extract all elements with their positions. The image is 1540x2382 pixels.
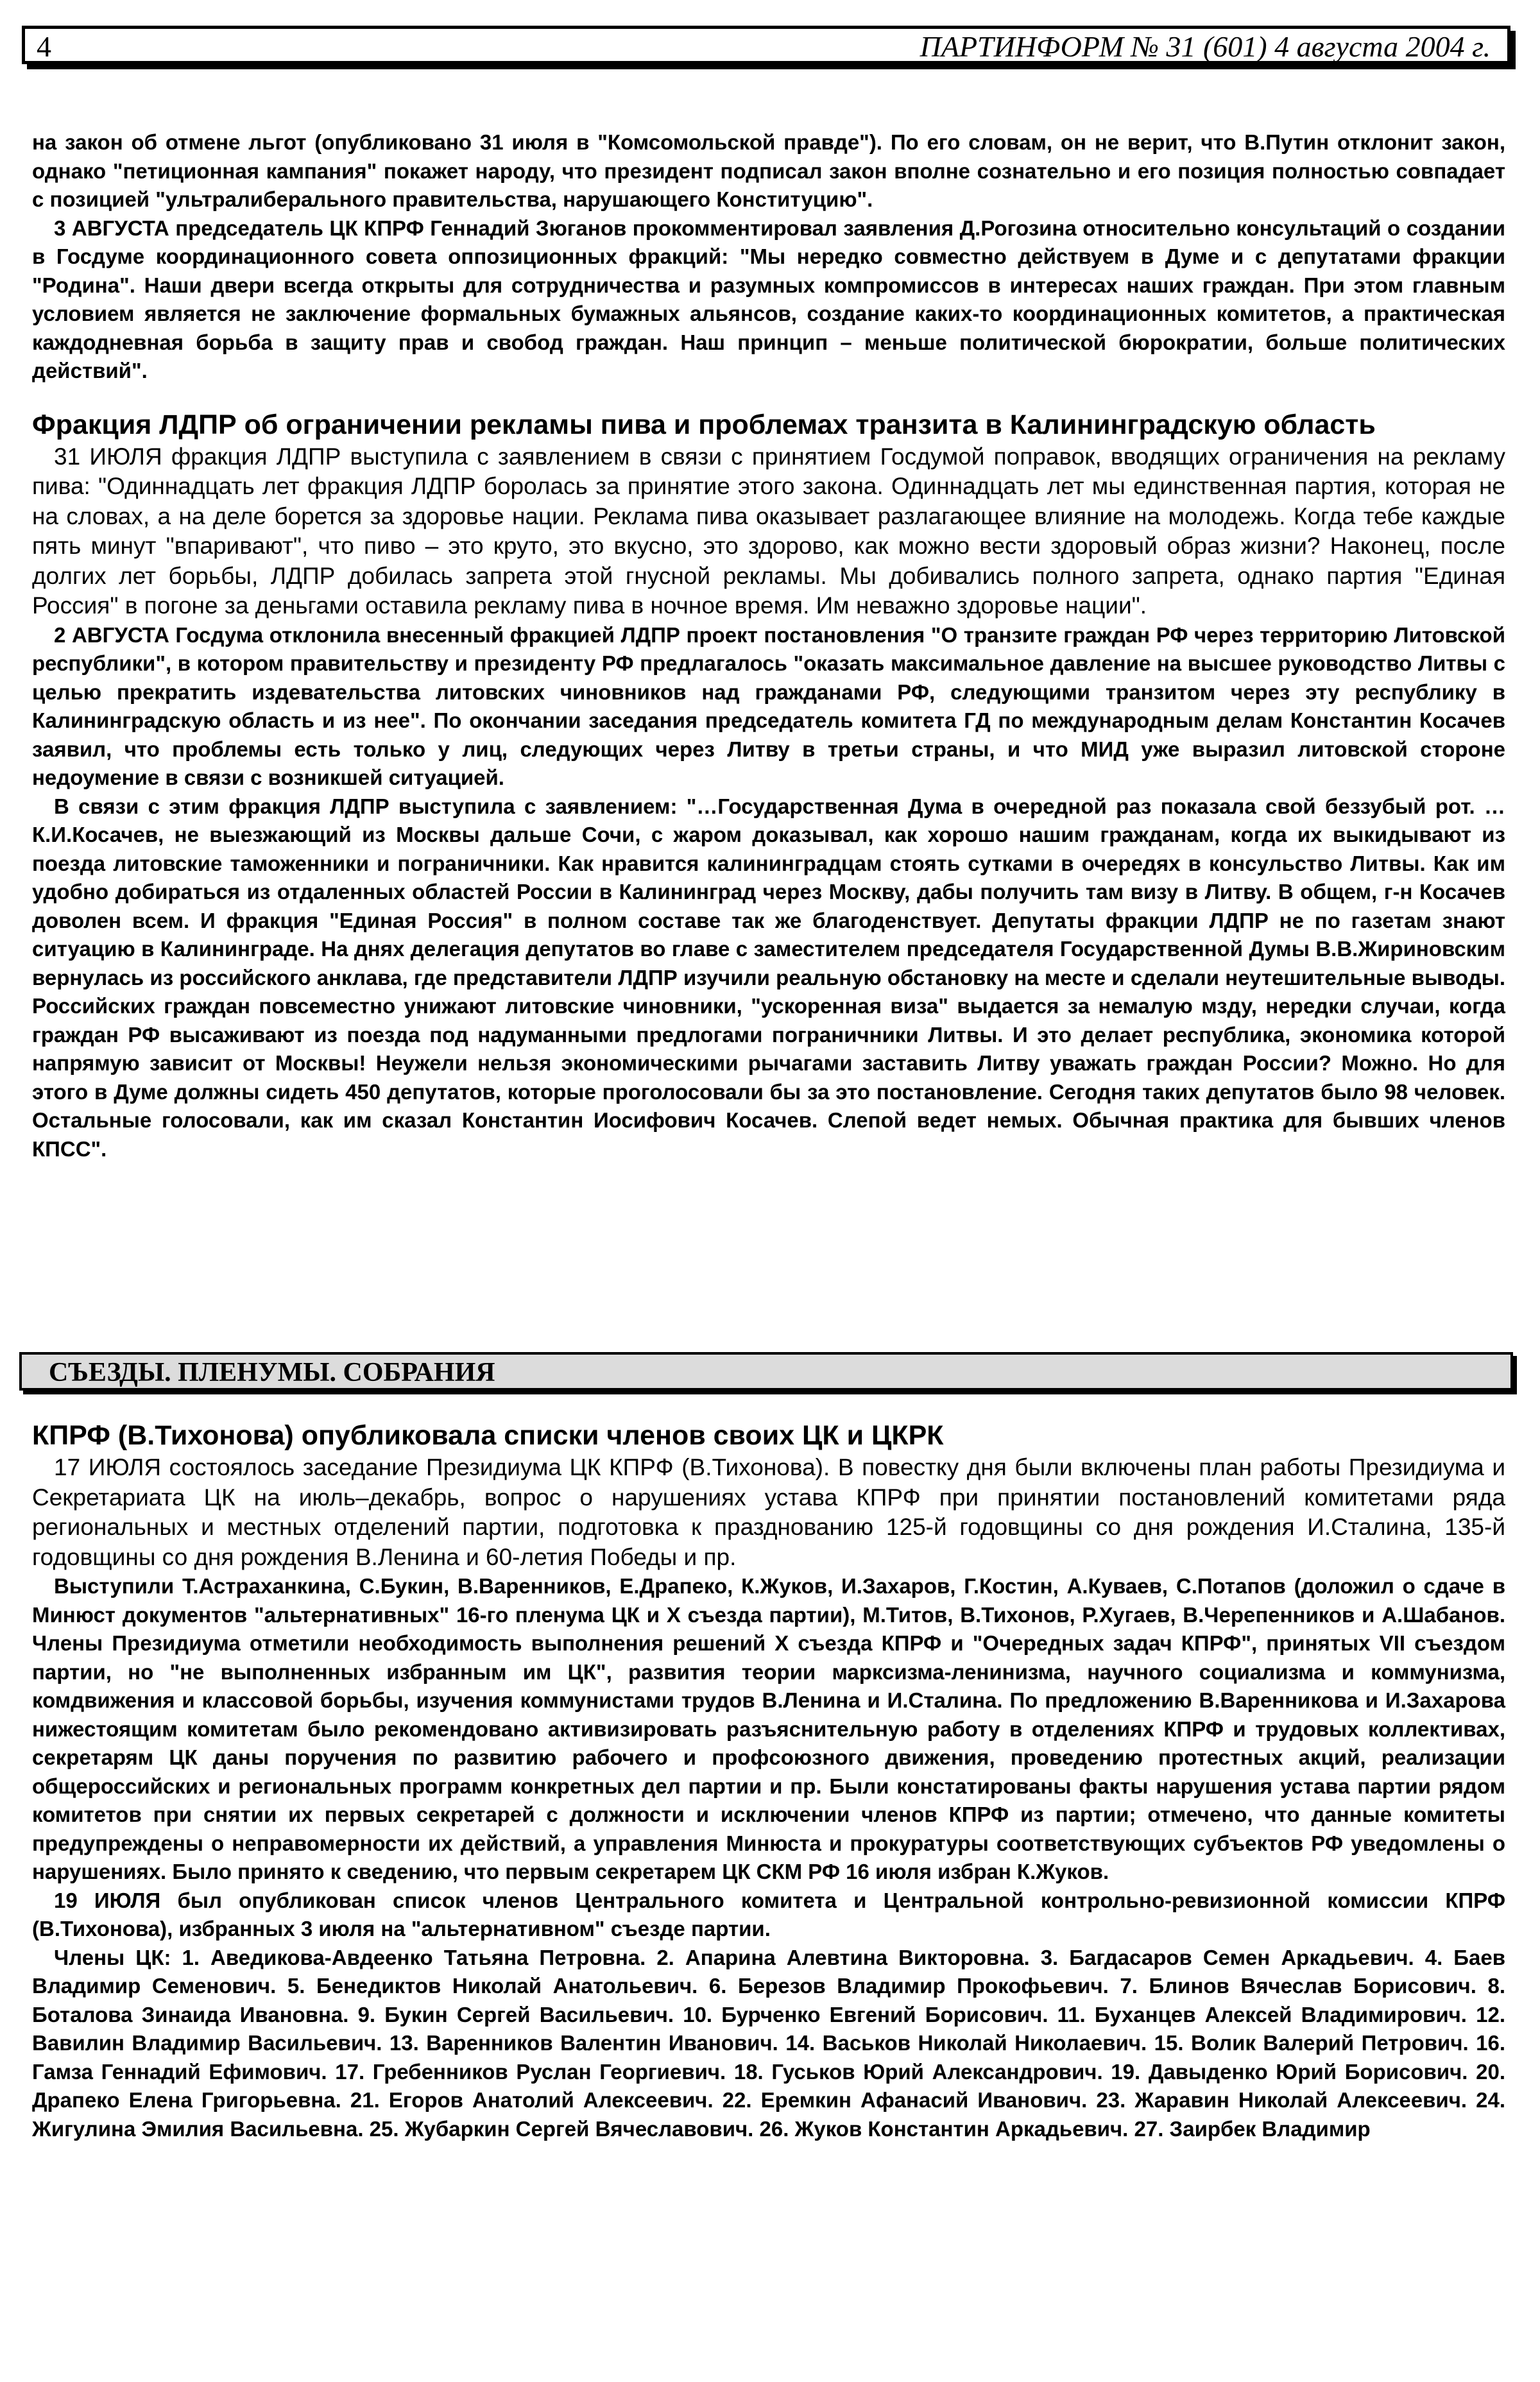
paragraph: на закон об отмене льгот (опубликовано 31 июля в "Комсомольской правде"). По его словам, он не верит, что В.Путин отклонит закон, однако "петиционная кампания" покажет народу, что президент подписал закон вполне сознательно и его позиция полностью совпадает с позицией "ультралиберального правительства, нарушающего Конституцию". <box>32 130 1505 211</box>
article-column-bottom <box>32 1418 1505 2143</box>
paragraph: 19 ИЮЛЯ был опубликован список членов Центрального комитета и Центральной контрольно-ревизионной комиссии КПРФ (В.Тихонова), избранных 3 июля на "альтернативном" съезде партии. <box>32 1888 1505 1941</box>
paragraph: 31 ИЮЛЯ фракция ЛДПР выступила с заявлением в связи с принятием Госдумой поправок, вводящих ограничения на рекламу пива: "Одиннадцать лет фракция ЛДПР боролась за принятие этого закона. Одиннадцать лет мы единственная партия, которая не на словах, а на деле борется за здоровье нации. Реклама пива оказывает разлагающее влияние на молодежь. Когда тебе каждые пять минут "впаривают", что пиво – это круто, это вкусно, это здорово, как можно вести здоровый образ жизни? Наконец, после долгих лет борьбы, ЛДПР добилась запрета этой гнусной рекламы. Мы добивались полного запрета, однако партия "Единая Россия" в погоне за деньгами оставила рекламу пива в ночное время. Им неважно здоровье нации". <box>32 443 1505 619</box>
paragraph: Выступили Т.Астраханкина, С.Букин, В.Варенников, Е.Драпеко, К.Жуков, И.Захаров, Г.Костин, А.Куваев, С.Потапов (доложил о сдаче в Минюст документов "альтернативных" 16-го пленума ЦК и X съезда партии), М.Титов, В.Тихонов, Р.Хугаев, В.Черепенников и А.Шабанов. Члены Президиума отметили необходимость выполнения решений X съезда КПРФ и "Очередных задач КПРФ", принятых VII съездом партии, но "не выполненных избранным им ЦК", развития теории марксизма-ленинизма, научного социализма и коммунизма, комдвижения и классовой борьбы, изучения коммунистами трудов В.Ленина и И.Сталина. По предложению В.Варенникова и И.Захарова нижестоящим комитетам было рекомендовано активизировать разъяснительную работу в отделениях КПРФ и трудовых коллективах, секретарям ЦК даны поручения по развитию рабочего и профсоюзного движения, проведению протестных акций, реализации общероссийских и региональных программ конкретных дел партии и пр. Были констатированы факты нарушения устава партии рядом комитетов при снятии их первых секретарей с должности и исключении членов КПРФ из партии; отмечено, что данные комитеты предупреждены о неправомерности их действий, а управления Минюста и прокуратуры соответствующих субъектов РФ уведомлены о нарушениях. Было принято к сведению, что первым секретарем ЦК СКМ РФ 16 июля избран К.Жуков. <box>32 1574 1505 1883</box>
paragraph: В связи с этим фракция ЛДПР выступила с заявлением: "…Государственная Дума в очередной раз показала свой беззубый рот. …К.И.Косачев, не выезжающий из Москвы дальше Сочи, с жаром доказывал, как хорошо нашим гражданам, когда их выкидывают из поезда литовские таможенники и пограничники. Как нравится калининградцам стоять сутками в очередях в консульство Литвы. Как им удобно добираться из отдаленных областей России в Калининград через Москву, дабы получить там визу в Литву. В общем, г-н Косачев доволен всем. И фракция "Единая Россия" в полном составе так же благоденствует. Депутаты фракции ЛДПР не по газетам знают ситуацию в Калининграде. На днях делегация депутатов во главе с заместителем председателя Государственной Думы В.В.Жириновским вернулась из российского анклава, где представители ЛДПР изучили реальную обстановку на месте и сделали неутешительные выводы. Российских граждан повсеместно унижают литовские чиновники, "ускоренная виза" выдается за немалую мзду, нередки случаи, когда граждан РФ высаживают из поезда под надуманными предлогами пограничники Литвы. И это делает республика, экономика которой напрямую зависит от Москвы! Неужели нельзя экономическими рычагами заставить Литву уважать граждан России? Можно. Но для этого в Думе должны сидеть 450 депутатов, которые проголосовали бы за это постановление. Сегодня таких депутатов было 98 человек. Остальные голосовали, как им сказал Константин Иосифович Косачев. Слепой ведет немых. Обычная практика для бывших членов КПСС". <box>32 794 1505 1161</box>
article-heading-ldpr: Фракция ЛДПР об ограничении рекламы пива и проблемах транзита в Калининградскую область <box>32 409 1376 440</box>
paragraph: 3 АВГУСТА председатель ЦК КПРФ Геннадий Зюганов прокомментировал заявления Д.Рогозина относительно консультаций о создании в Госдуме координационного совета оппозиционных фракций: "Мы нередко совместно действуем в Думе и с депутатами фракции "Родина". Наши двери всегда открыты для сотрудничества и разумных компромиссов в интересах наших граждан. При этом главным условием является не заключение формальных бумажных альянсов, создание каких-то координационных комитетов, а практическая каждодневная борьба в защиту прав и свобод граждан. Наш принцип – меньше политической бюрократии, больше политических действий". <box>32 216 1505 382</box>
paragraph: 17 ИЮЛЯ состоялось заседание Президиума ЦК КПРФ (В.Тихонова). В повестку дня были включены план работы Президиума и Секретариата ЦК на июль–декабрь, вопрос о нарушениях устава КПРФ при принятии постановлений комитетами ряда региональных и местных отделений партии, подготовка к празднованию 125-й годовщины со дня рождения И.Сталина, 135-й годовщины со дня рождения В.Ленина и 60-летия Победы и пр. <box>32 1454 1505 1570</box>
issue-title: ПАРТИНФОРМ № 31 (601) 4 августа 2004 г. <box>920 30 1491 63</box>
page-number: 4 <box>37 30 51 63</box>
article-column-top <box>32 128 1505 1163</box>
paragraph: 2 АВГУСТА Госдума отклонила внесенный фракцией ЛДПР проект постановления "О транзите граждан РФ через территорию Литовской республики", в котором правительству и президенту РФ предлагалось "оказать максимальное давление на высшее руководство Литвы с целью прекратить издевательства литовских чиновников над гражданами РФ, следующими транзитом через эту республику в Калининградскую область и из нее". По окончании заседания председатель комитета ГД по международным делам Константин Косачев заявил, что проблемы есть только у лиц, следующих через Литву в третьи страны, и что МИД уже выразил литовской стороне недоумение в связи с возникшей ситуацией. <box>32 622 1505 789</box>
article-heading-kprf: КПРФ (В.Тихонова) опубликовала списки членов своих ЦК и ЦКРК <box>32 1420 944 1451</box>
page-header <box>22 26 1510 64</box>
section-banner <box>19 1352 1513 1391</box>
section-title: СЪЕЗДЫ. ПЛЕНУМЫ. СОБРАНИЯ <box>49 1358 495 1387</box>
paragraph: Члены ЦК: 1. Аведикова-Авдеенко Татьяна Петровна. 2. Апарина Алевтина Викторовна. 3. Багдасаров Семен Аркадьевич. 4. Баев Владимир Семенович. 5. Бенедиктов Николай Анатольевич. 6. Березов Владимир Прокофьевич. 7. Блинов Вячеслав Борисович. 8. Боталова Зинаида Ивановна. 9. Букин Сергей Васильевич. 10. Бурченко Евгений Борисович. 11. Буханцев Алексей Владимирович. 12. Вавилин Владимир Васильевич. 13. Варенников Валентин Иванович. 14. Васьков Николай Николаевич. 15. Волик Валерий Петрович. 16. Гамза Геннадий Ефимович. 17. Гребенников Руслан Георгиевич. 18. Гуськов Юрий Александрович. 19. Давыденко Юрий Борисович. 20. Драпеко Елена Григорьевна. 21. Егоров Анатолий Алексеевич. 22. Еремкин Афанасий Иванович. 23. Жаравин Николай Алексеевич. 24. Жигулина Эмилия Васильевна. 25. Жубаркин Сергей Вячеславович. 26. Жуков Константин Аркадьевич. 27. Заирбек Владимир <box>32 1945 1505 2141</box>
